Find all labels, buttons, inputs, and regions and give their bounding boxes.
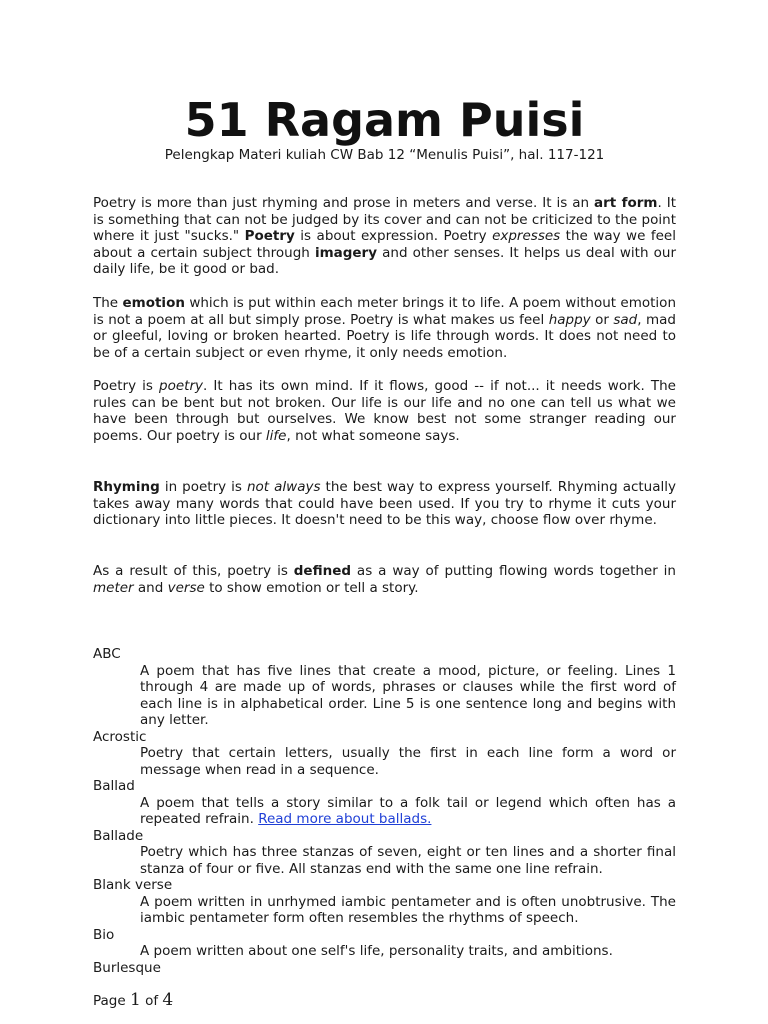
- italic-text: sad: [613, 311, 638, 328]
- text-span: in poetry is: [159, 479, 247, 495]
- text-span: which is put within each meter brings it to life. A poem without emotion is not a poem at all but simply prose. Poetry is what makes us feel: [93, 295, 677, 328]
- page-current: 1: [129, 990, 141, 1010]
- text-span: , mad or gleeful, loving or broken hearted. Poetry is life through words. It does not need to be of a certain subject or even rhyme, it only needs emotion.: [93, 311, 676, 361]
- form-term: Blank verse: [93, 877, 173, 893]
- text-span: to show emotion or tell a story.: [204, 579, 419, 596]
- text-span: and: [133, 579, 168, 596]
- text-span: and other senses. It helps us deal with our daily life, be it good or bad.: [93, 244, 676, 277]
- form-term: Acrostic: [93, 728, 147, 745]
- read-more-ballads-link[interactable]: Read more about ballads.: [258, 811, 432, 827]
- italic-text: not always: [246, 479, 321, 495]
- page-total: 4: [162, 990, 174, 1010]
- form-term: ABC: [93, 646, 121, 662]
- form-term: Bio: [93, 926, 115, 943]
- italic-text: happy: [548, 311, 591, 328]
- of-label: of: [140, 993, 163, 1009]
- paragraph-3: [93, 378, 676, 444]
- bold-text: defined: [293, 563, 352, 579]
- text-span: is about expression. Poetry: [294, 228, 493, 244]
- paragraph-2: [93, 295, 676, 361]
- text-span: Poetry is: [93, 378, 160, 394]
- text-span: the way we feel about a certain subject through: [93, 228, 676, 261]
- form-description: A poem written in unrhymed iambic pentameter and is often unobtrusive. The iambic pentameter form often resembles the rhythms of speech.: [140, 893, 676, 926]
- page-label: Page: [93, 993, 130, 1009]
- text-span: . It has its own mind. If it flows, good -- if not... it needs work. The rules can be bent but not broken. Our life is our life and no one can tell us what we have been through but ourselves. We know best not some stranger reading our poems. Our poetry is our: [93, 378, 676, 444]
- text-span: the best way to express yourself. Rhyming actually takes away many words that could have been used. If you try to rhyme it cuts your dictionary into little pieces. It doesn't need to be this way, choose flow over rhyme.: [93, 479, 676, 528]
- text-span: or: [590, 311, 614, 328]
- text-span: , not what someone says.: [286, 427, 460, 444]
- document-subtitle: Pelengkap Materi kuliah CW Bab 12 “Menulis Puisi”, hal. 117-121: [164, 147, 605, 163]
- paragraph-4: [93, 479, 676, 529]
- bold-text: art form: [594, 195, 658, 211]
- form-term: Ballad: [93, 778, 135, 794]
- poetry-forms-list: [93, 646, 676, 976]
- text-span: . It is something that can not be judged by its cover and can not be criticized to the point where it just "sucks.": [93, 195, 676, 244]
- text-span: As a result of this, poetry is: [93, 563, 294, 579]
- form-description: [140, 795, 676, 828]
- form-term: Burlesque: [93, 959, 161, 976]
- paragraph-5: [93, 563, 676, 596]
- bold-text: Rhyming: [93, 479, 160, 495]
- italic-text: expresses: [492, 228, 561, 244]
- form-description: A poem written about one self's life, personality traits, and ambitions.: [140, 943, 613, 959]
- document-title: 51 Ragam Puisi: [184, 93, 585, 147]
- italic-text: life: [265, 427, 287, 444]
- italic-text: meter: [93, 579, 134, 596]
- form-description: Poetry which has three stanzas of seven, eight or ten lines and a shorter final stanza of four or five. All stanzas end with the same one line refrain.: [140, 844, 676, 877]
- paragraph-1: [93, 195, 676, 278]
- form-description: Poetry that certain letters, usually the first in each line form a word or message when read in a sequence.: [140, 745, 676, 778]
- text-span: as a way of putting flowing words together in: [351, 563, 676, 579]
- form-description-text: A poem that tells a story similar to a folk tail or legend which often has a repeated refrain.: [140, 794, 676, 827]
- form-term: Ballade: [93, 827, 144, 844]
- bold-text: emotion: [122, 295, 185, 311]
- italic-text: verse: [167, 579, 205, 596]
- text-span: The: [93, 295, 123, 311]
- bold-text: Poetry: [244, 228, 295, 244]
- italic-text: poetry: [159, 378, 204, 394]
- bold-text: imagery: [314, 244, 378, 261]
- form-description: A poem that has five lines that create a mood, picture, or feeling. Lines 1 through 4 are made up of words, phrases or clauses while the first word of each line is in alphabetical order. Line 5 is one sentence long and begins with any letter.: [140, 662, 676, 728]
- text-span: Poetry is more than just rhyming and prose in meters and verse. It is an: [93, 195, 594, 211]
- page-footer: [93, 990, 173, 1011]
